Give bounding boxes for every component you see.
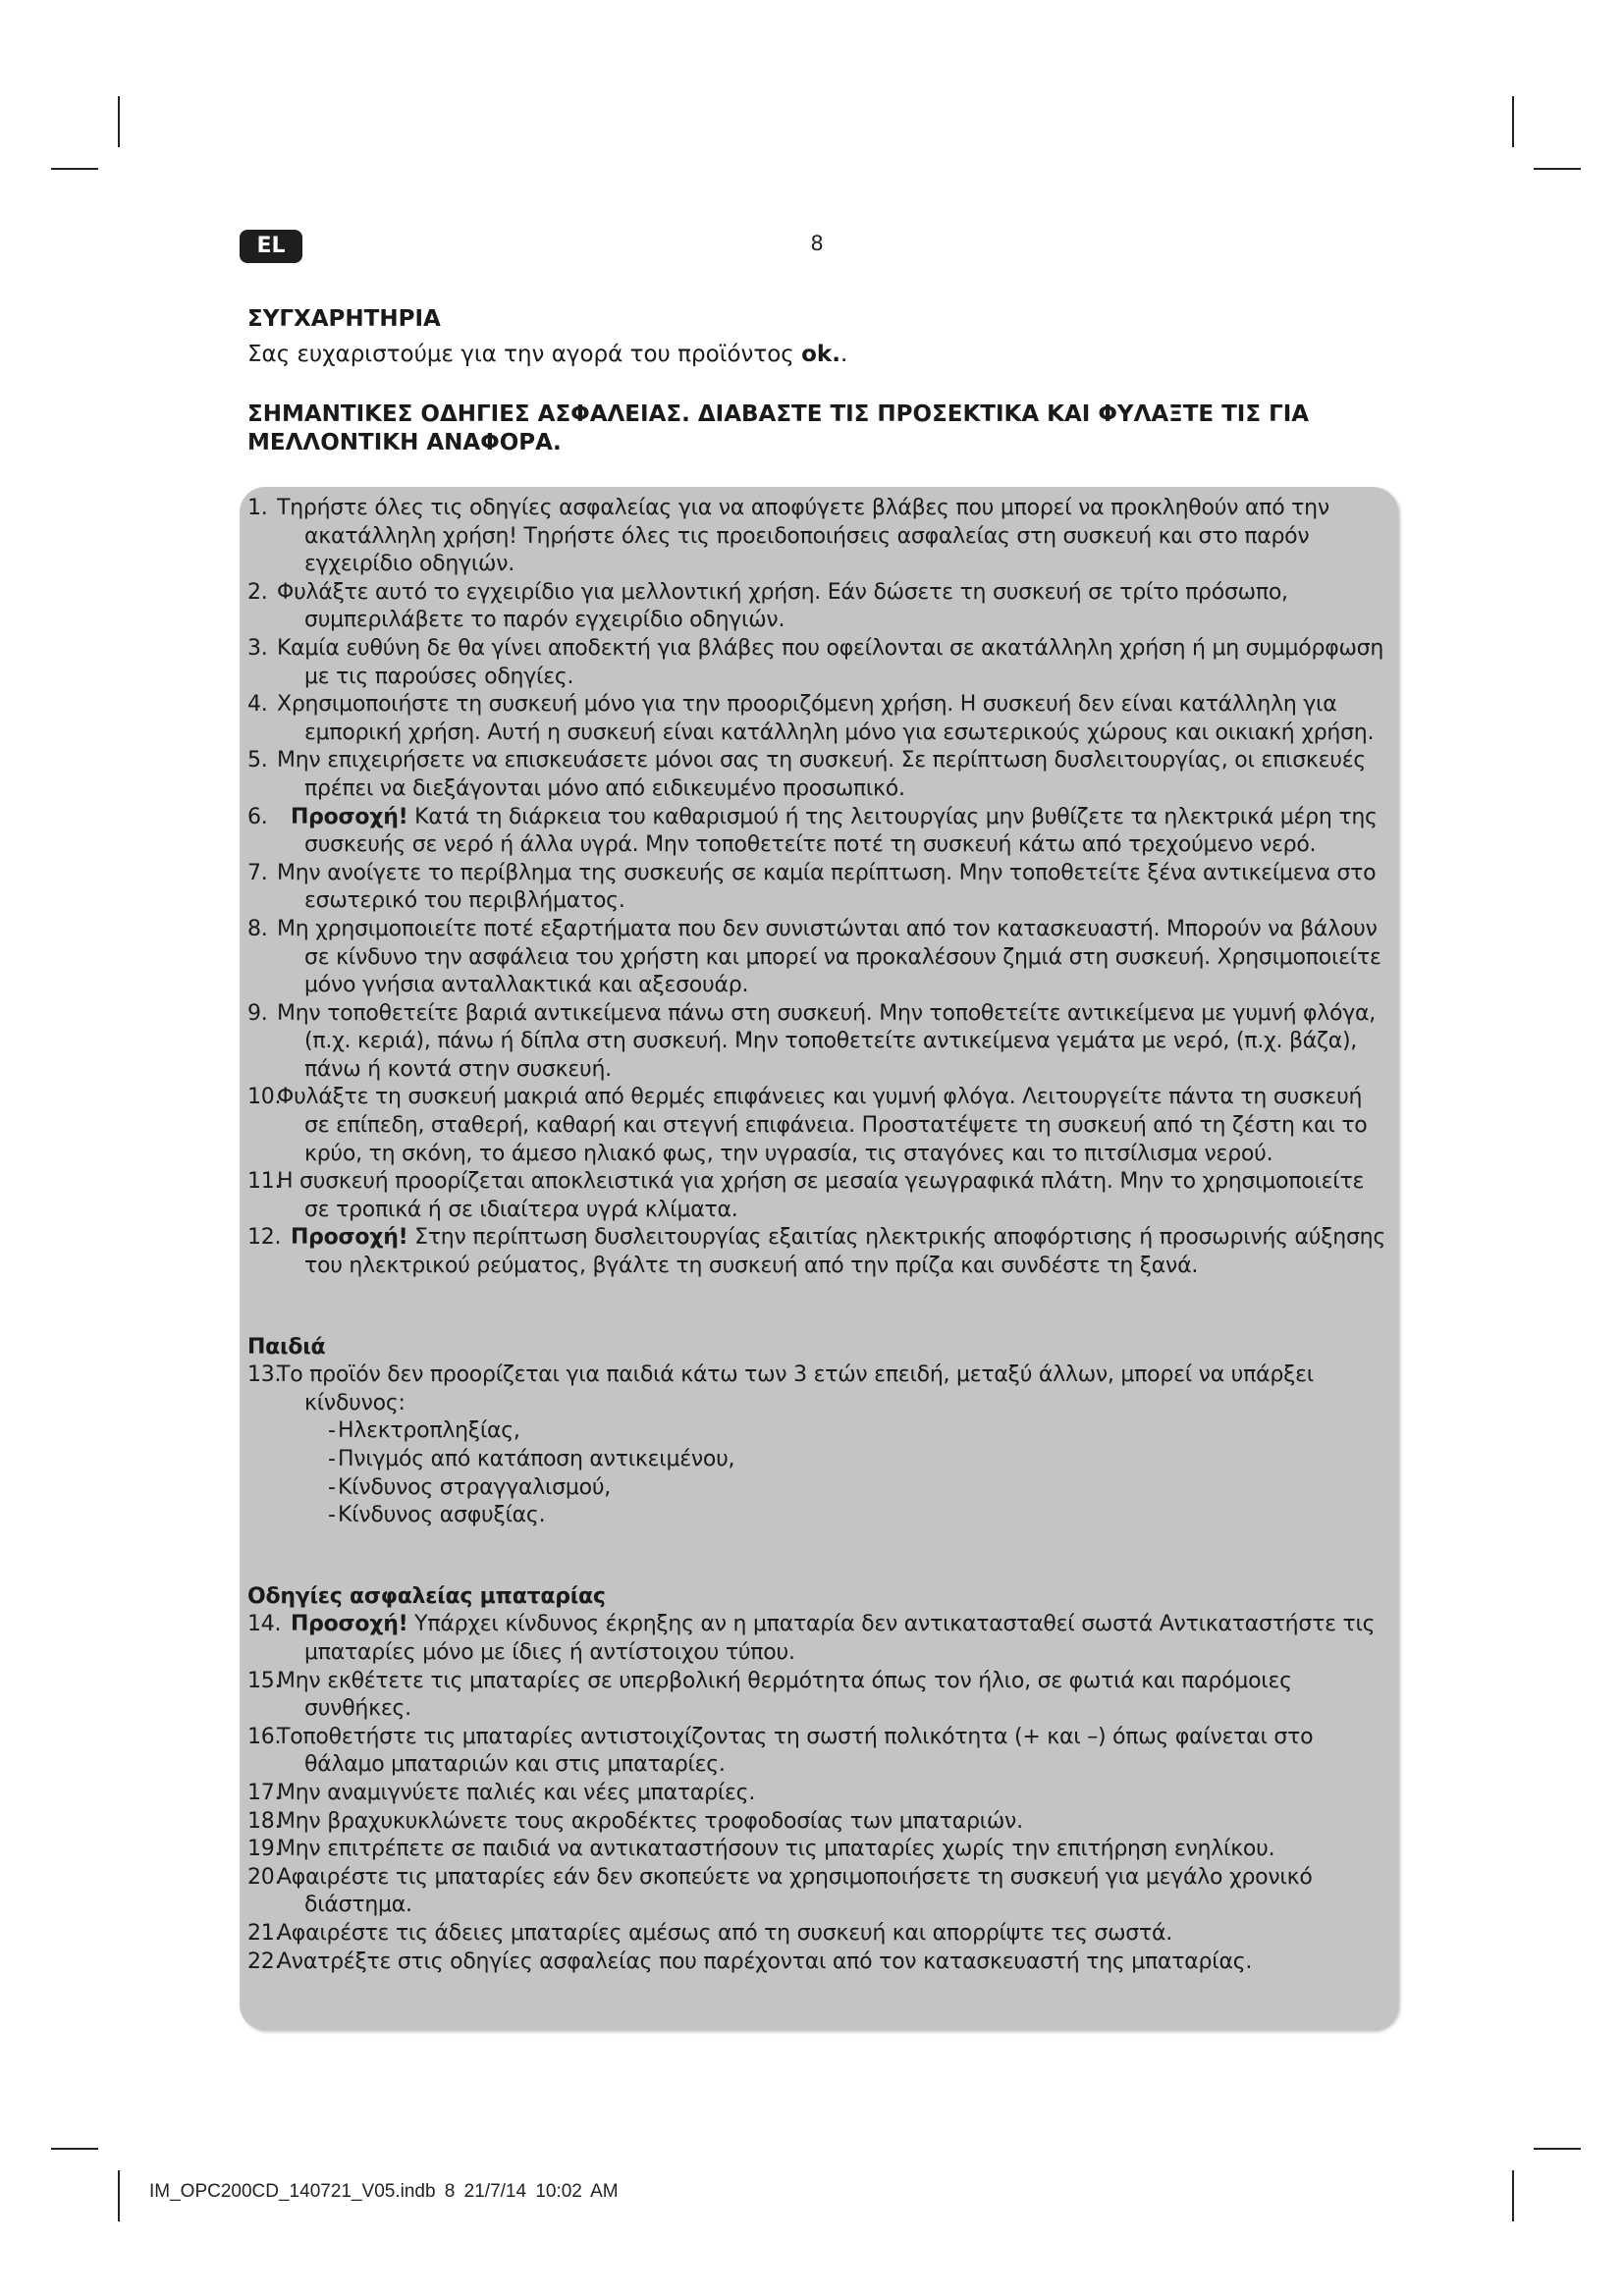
crop-mark	[1534, 168, 1581, 170]
list-item	[247, 635, 1386, 691]
item-number: 5.	[247, 748, 268, 774]
item-text: Η συσκευή προορίζεται αποκλειστικά για χρήση σε μεσαία γεωγραφικά πλάτη. Μην το χρησιμοποιείτε σε τροπικά ή σε ιδιαίτερα υγρά κλίματα.	[277, 1169, 1365, 1222]
item-text: Αφαιρέστε τις μπαταρίες εάν δεν σκοπεύετε να χρησιμοποιήσετε τη συσκευή για μεγάλο χρονικό διάστημα.	[277, 1864, 1313, 1918]
item-text: Μην ανοίγετε το περίβλημα της συσκευής σε καμία περίπτωση. Μην τοποθετείτε ξένα αντικείμενα στο εσωτερικό του περιβλήματος.	[277, 860, 1377, 914]
item-number: 1.	[247, 496, 268, 520]
language-badge: EL	[240, 230, 302, 263]
crop-mark	[118, 2170, 120, 2221]
crop-mark	[118, 96, 120, 147]
item-number: 4.	[247, 692, 268, 718]
item-number: 6.	[247, 804, 268, 829]
list-item	[247, 1000, 1386, 1085]
list-item	[247, 1836, 1386, 1864]
item-text: Αφαιρέστε τις άδειες μπαταρίες αμέσως από τη συσκευή και απορρίψτε τες σωστά.	[277, 1920, 1172, 1946]
list-item	[247, 1668, 1386, 1724]
item-number: 13.	[247, 1362, 282, 1388]
item-number: 17.	[247, 1780, 282, 1805]
list-item	[247, 1168, 1386, 1224]
crop-mark	[51, 168, 98, 170]
page-number: 8	[810, 232, 824, 255]
item-text: Μην αναμιγνύετε παλιές και νέες μπαταρίες.	[277, 1780, 756, 1805]
list-item	[247, 1949, 1386, 1977]
safety-instructions-title: ΣΗΜΑΝΤΙΚΕΣ ΟΔΗΓΙΕΣ ΑΣΦΑΛΕΙΑΣ. ΔΙΑΒΑΣΤΕ ΤΙΣ ΠΡΟΣΕΚΤΙΚΑ ΚΑΙ ΦΥΛΑΞΤΕ ΤΙΣ ΓΙΑ ΜΕΛΛΟΝΤΙΚΗ ΑΝΑΦΟΡΑ.	[247, 401, 1310, 455]
crop-mark	[1534, 2148, 1581, 2150]
list-item	[247, 1362, 1386, 1417]
crop-mark	[51, 2148, 98, 2150]
item-text: Κατά τη διάρκεια του καθαρισμού ή της λειτουργίας μην βυθίζετε τα ηλεκτρικά μέρη της συσκευής σε νερό ή άλλα υγρά. Μην τοποθετείτε ποτέ τη συσκευή κάτω από τρεχούμενο νερό.	[304, 804, 1378, 858]
item-number: 7.	[247, 860, 268, 885]
crop-mark	[1512, 2170, 1514, 2221]
item-number: 8.	[247, 916, 268, 941]
children-heading: Παιδιά	[247, 1334, 326, 1360]
hazard-item: - Ηλεκτροπληξίας,	[247, 1417, 1386, 1446]
item-text: Μην επιτρέπετε σε παιδιά να αντικαταστήσουν τις μπαταρίες χωρίς την επιτήρηση ενηλίκου.	[277, 1837, 1275, 1862]
list-item	[247, 1780, 1386, 1808]
list-item	[247, 1808, 1386, 1837]
hazard-item: - Κίνδυνος ασφυξίας.	[247, 1502, 1386, 1530]
warning-label: Προσοχή!	[291, 1612, 408, 1637]
item-number: 9.	[247, 1000, 268, 1026]
item-text: Μην επιχειρήσετε να επισκευάσετε μόνοι σας τη συσκευή. Σε περίπτωση δυσλειτουργίας, οι επισκευές πρέπει να διεξάγονται μόνο από ειδικευμένο προσωπικό.	[277, 748, 1367, 801]
list-item	[247, 1920, 1386, 1949]
list-item	[247, 1084, 1386, 1168]
list-item	[247, 804, 1386, 860]
brand-name: ok.	[801, 342, 840, 367]
battery-safety-list	[247, 1611, 1386, 1976]
thanks-sentence: Σας ευχαριστούμε για την αγορά του προϊόντος	[247, 342, 802, 367]
safety-content	[247, 495, 1386, 1976]
item-text: Χρησιμοποιήστε τη συσκευή μόνο για την προοριζόμενη χρήση. Η συσκευή δεν είναι κατάλληλη για εμπορική χρήση. Αυτή η συσκευή είναι κατάλληλη μόνο για εσωτερικούς χώρους και οικιακή χρήση.	[277, 692, 1375, 745]
hazard-item: - Κίνδυνος στραγγαλισμού,	[247, 1474, 1386, 1503]
item-number: 11.	[247, 1169, 282, 1195]
item-text: Στην περίπτωση δυσλειτουργίας εξαιτίας ηλεκτρικής αποφόρτισης ή προσωρινής αύξησης του ηλεκτρικού ρεύματος, βγάλτε τη συσκευή από την πρίζα και συνδέστε τη ξανά.	[304, 1225, 1386, 1279]
item-text: Μην εκθέτετε τις μπαταρίες σε υπερβολική θερμότητα όπως τον ήλιο, σε φωτιά και παρόμοιες συνθήκες.	[277, 1668, 1292, 1722]
item-text: Τοποθετήστε τις μπαταρίες αντιστοιχίζοντας τη σωστή πολικότητα (+ και –) όπως φαίνεται στο θάλαμο μπαταριών και στις μπαταρίες.	[277, 1724, 1314, 1778]
item-text: Φυλάξτε τη συσκευή μακριά από θερμές επιφάνειες και γυμνή φλόγα. Λειτουργείτε πάντα τη συσκευή σε επίπεδη, σταθερή, καθαρή και στεγνή επιφάνεια. Προστατέψετε τη συσκευή από τη ζέστη και το κρύο, τη σκόνη, το άμεσο ηλιακό φως, την υγρασία, τις σταγόνες και το πιτσίλισμα νερού.	[277, 1085, 1368, 1166]
list-item	[247, 691, 1386, 747]
item-number: 3.	[247, 635, 268, 661]
item-number: 10.	[247, 1085, 282, 1110]
list-item	[247, 747, 1386, 803]
item-text: Μη χρησιμοποιείτε ποτέ εξαρτήματα που δεν συνιστώνται από τον κατασκευαστή. Μπορούν να βάλουν σε κίνδυνο την ασφάλεια του χρήστη και μπορεί να προκαλέσουν ζημιά στη συσκευή. Χρησιμοποιείτε μόνο γνήσια ανταλλακτικά και αξεσουάρ.	[277, 916, 1381, 998]
battery-heading: Οδηγίες ασφαλείας μπαταρίας	[247, 1583, 606, 1609]
item-text: Υπάρχει κίνδυνος έκρηξης αν η μπαταρία δεν αντικατασταθεί σωστά Αντικαταστήστε τις μπαταρίες μόνο με ίδιες ή αντίστοιχου τύπου.	[304, 1612, 1376, 1665]
thanks-text	[247, 342, 847, 367]
item-number: 16.	[247, 1724, 282, 1749]
general-safety-list	[247, 495, 1386, 1281]
crop-mark	[1512, 96, 1514, 147]
item-text: Φυλάξτε αυτό το εγχειρίδιο για μελλοντική χρήση. Εάν δώσετε τη συσκευή σε τρίτο πρόσωπο, συμπεριλάβετε το παρόν εγχειρίδιο οδηγιών.	[277, 579, 1288, 633]
hazard-item: - Πνιγμός από κατάποση αντικειμένου,	[247, 1446, 1386, 1474]
item-number: 21.	[247, 1920, 282, 1946]
item-number: 19.	[247, 1837, 282, 1862]
item-number: 18.	[247, 1808, 282, 1834]
item-number: 22.	[247, 1949, 282, 1974]
item-text: Καμία ευθύνη δε θα γίνει αποδεκτή για βλάβες που οφείλονται σε ακατάλληλη χρήση ή μη συμμόρφωση με τις παρούσες οδηγίες.	[277, 635, 1384, 689]
item-number: 14.	[247, 1612, 282, 1637]
list-item	[247, 916, 1386, 1000]
item-number: 2.	[247, 579, 268, 605]
item-number: 20.	[247, 1864, 282, 1890]
list-item	[247, 1611, 1386, 1667]
print-footer: IM_OPC200CD_140721_V05.indb 8 21/7/14 10:02 AM	[149, 2181, 619, 2202]
item-text: Μην βραχυκυκλώνετε τους ακροδέκτες τροφοδοσίας των μπαταριών.	[277, 1808, 1023, 1834]
list-item	[247, 579, 1386, 635]
item-number: 15.	[247, 1668, 282, 1693]
list-item	[247, 1864, 1386, 1920]
list-item	[247, 495, 1386, 579]
thanks-end: .	[839, 342, 848, 367]
item-text: Μην τοποθετείτε βαριά αντικείμενα πάνω στη συσκευή. Μην τοποθετείτε αντικείμενα με γυμνή φλόγα, (π.χ. κεριά), πάνω ή δίπλα στη συσκευή. Μην τοποθετείτε αντικείμενα γεμάτα με νερό, (π.χ. βάζα), πάνω ή κοντά στην συσκευή.	[277, 1000, 1377, 1082]
item-text: Το προϊόν δεν προορίζεται για παιδιά κάτω των 3 ετών επειδή, μεταξύ άλλων, μπορεί να υπάρξει κίνδυνος:	[277, 1362, 1314, 1415]
warning-label: Προσοχή!	[291, 804, 408, 829]
list-item	[247, 1224, 1386, 1280]
item-text: Ανατρέξτε στις οδηγίες ασφαλείας που παρέχονται από τον κατασκευαστή της μπαταρίας.	[277, 1949, 1253, 1974]
warning-label: Προσοχή!	[291, 1225, 408, 1251]
list-item	[247, 860, 1386, 916]
list-item	[247, 1724, 1386, 1780]
item-text: Τηρήστε όλες τις οδηγίες ασφαλείας για να αποφύγετε βλάβες που μπορεί να προκληθούν από την ακατάλληλη χρήση! Τηρήστε όλες τις προειδοποιήσεις ασφαλείας στη συσκευή και στο παρόν εγχειρίδιο οδηγιών.	[277, 496, 1329, 577]
item-number: 12.	[247, 1225, 282, 1251]
congratulations-title: ΣΥΓΧΑΡΗΤΗΡΙΑ	[247, 306, 441, 332]
